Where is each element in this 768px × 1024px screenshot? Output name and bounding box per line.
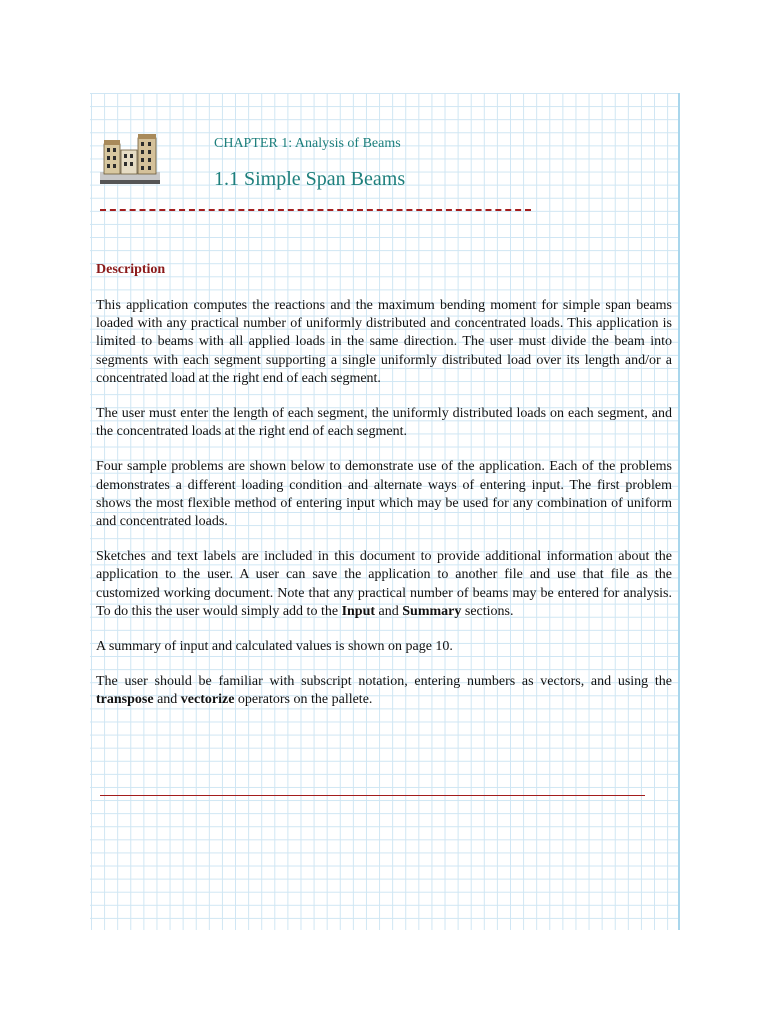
summary-keyword: Summary	[402, 603, 462, 619]
paragraph-5: A summary of input and calculated values is shown on page 10.	[96, 639, 453, 655]
description-body	[96, 297, 672, 727]
description-heading: Description	[96, 262, 166, 277]
vectorize-keyword: vectorize	[180, 692, 235, 708]
paragraph-6-text-a: The user should be familiar with subscript notation, entering numbers as vectors, and using the	[96, 674, 672, 690]
chapter-heading: CHAPTER 1: Analysis of Beams	[214, 136, 401, 151]
input-keyword: Input	[341, 603, 376, 619]
building-icon	[100, 134, 160, 186]
paragraph-2: The user must enter the length of each segment, the uniformly distributed loads on each segment, and the concentrated loads at the right end of each segment.	[96, 406, 672, 440]
paragraph-6-text-b: and	[153, 692, 181, 708]
paragraph-4-text-b: and	[375, 603, 403, 619]
paragraph-4-text-a: Sketches and text labels are included in this document to provide additional information about the application to the user. A user can save the application to another file and use that file as the customized working document. Note that any practical number of beams may be entered for analysis. To do this the user would simply add to the	[96, 549, 672, 619]
paragraph-6-text-c: operators on the pallete.	[234, 692, 373, 708]
dashed-divider	[100, 209, 531, 211]
paragraph-4-text-c: sections.	[461, 603, 514, 619]
section-title: 1.1 Simple Span Beams	[214, 168, 406, 190]
transpose-keyword: transpose	[96, 692, 154, 708]
paragraph-3: Four sample problems are shown below to demonstrate use of the application. Each of the problems demonstrates a different loading condition and alternate ways of entering input. The first problem shows the most flexible method of entering input which may be used for any combination of uniform and concentrated loads.	[96, 459, 672, 530]
paragraph-6	[96, 673, 672, 709]
paragraph-1: This application computes the reactions and the maximum bending moment for simple span beams loaded with any practical number of uniformly distributed and concentrated loads. This application is limited to beams with all applied loads in the same direction. The user must divide the beam into segments with each segment supporting a single uniformly distributed load over its length and/or a concentrated load at the right end of each segment.	[96, 298, 672, 386]
footer-divider	[100, 795, 645, 796]
paragraph-4	[96, 548, 672, 621]
